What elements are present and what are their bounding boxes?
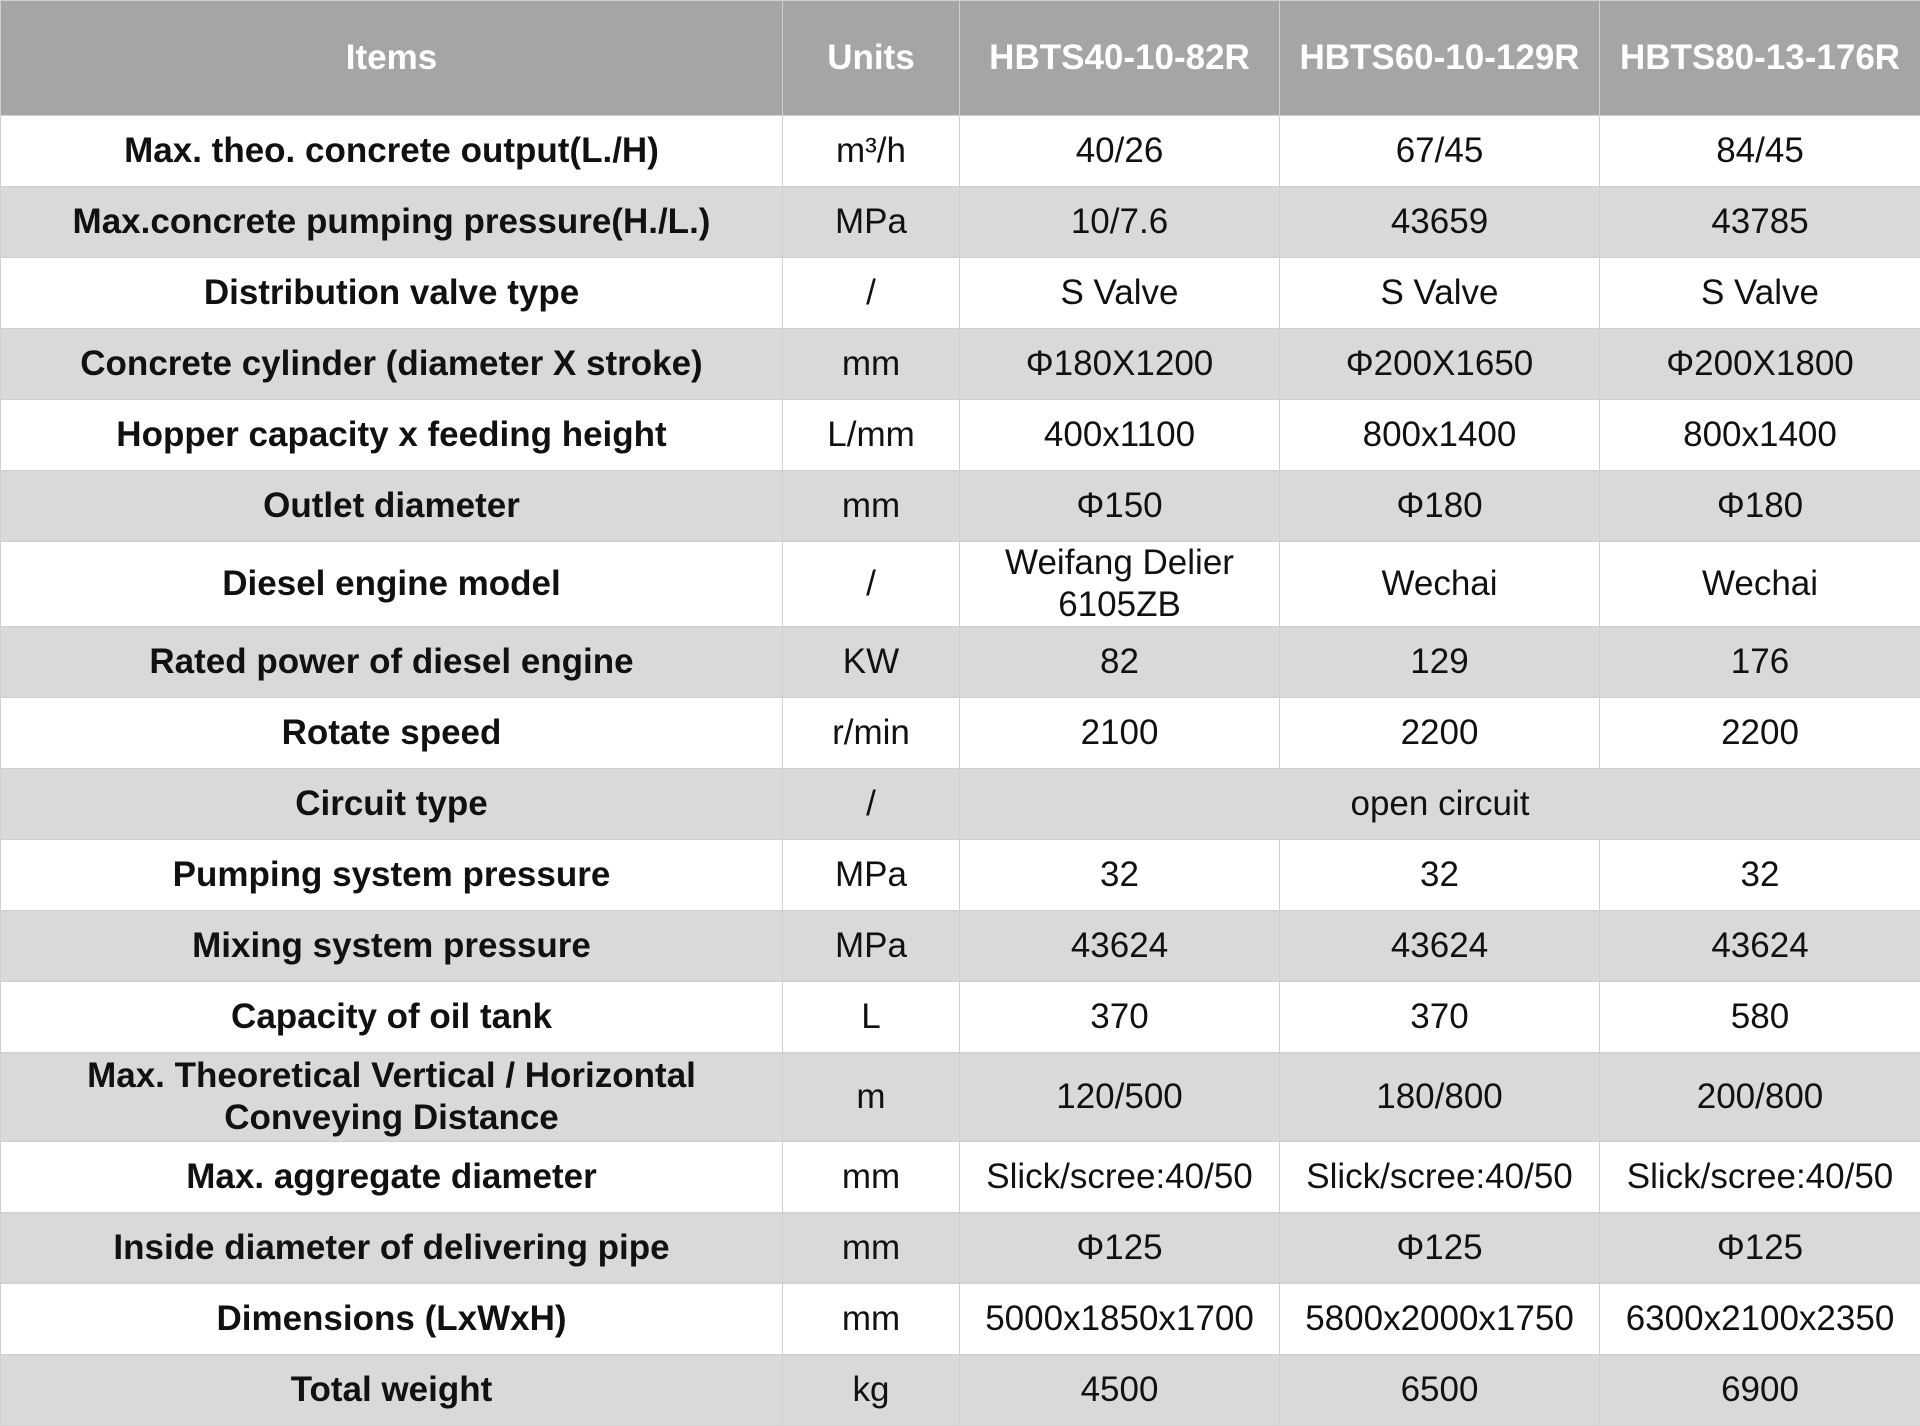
row-value-model-1: 40/26 [960, 116, 1280, 187]
header-items: Items [1, 1, 783, 116]
table-row [1, 542, 1920, 627]
row-unit: mm [783, 329, 960, 400]
row-value-model-1: 120/500 [960, 1053, 1280, 1142]
row-value-model-3: 43785 [1600, 187, 1920, 258]
row-unit: KW [783, 627, 960, 698]
row-value-model-3: 2200 [1600, 698, 1920, 769]
table-row [1, 627, 1920, 698]
row-unit: kg [783, 1355, 960, 1426]
row-value-model-1: 10/7.6 [960, 187, 1280, 258]
row-value-model-2: 370 [1280, 982, 1600, 1053]
row-value-model-1: S Valve [960, 258, 1280, 329]
row-value-model-3: Φ180 [1600, 471, 1920, 542]
row-unit: MPa [783, 911, 960, 982]
row-item-label: Concrete cylinder (diameter X stroke) [1, 329, 783, 400]
row-value-model-3: 800x1400 [1600, 400, 1920, 471]
header-model-2: HBTS60-10-129R [1280, 1, 1600, 116]
row-value-model-3: 176 [1600, 627, 1920, 698]
row-item-label: Total weight [1, 1355, 783, 1426]
header-units: Units [783, 1, 960, 116]
row-value-model-2: 180/800 [1280, 1053, 1600, 1142]
row-value-model-2: Φ180 [1280, 471, 1600, 542]
row-item-label: Distribution valve type [1, 258, 783, 329]
row-unit: / [783, 258, 960, 329]
row-item-label: Capacity of oil tank [1, 982, 783, 1053]
row-value-model-1: 4500 [960, 1355, 1280, 1426]
row-unit: L/mm [783, 400, 960, 471]
row-value-model-1: Slick/scree:40/50 [960, 1142, 1280, 1213]
row-item-label: Pumping system pressure [1, 840, 783, 911]
row-value-model-3: Wechai [1600, 542, 1920, 627]
row-item-label: Mixing system pressure [1, 911, 783, 982]
row-value-model-1: 400x1100 [960, 400, 1280, 471]
row-unit: m [783, 1053, 960, 1142]
header-row [1, 1, 1920, 116]
row-value-model-3: 6300x2100x2350 [1600, 1284, 1920, 1355]
row-unit: MPa [783, 840, 960, 911]
row-value-model-1: 370 [960, 982, 1280, 1053]
row-unit: / [783, 769, 960, 840]
row-value-model-1: Φ180X1200 [960, 329, 1280, 400]
table-row [1, 1355, 1920, 1426]
row-item-label: Outlet diameter [1, 471, 783, 542]
table-row [1, 840, 1920, 911]
row-value-model-1: 32 [960, 840, 1280, 911]
row-value-model-3: 32 [1600, 840, 1920, 911]
row-value-model-1: 82 [960, 627, 1280, 698]
table-header [1, 1, 1920, 116]
row-value-model-1: Φ150 [960, 471, 1280, 542]
row-value-model-3: 200/800 [1600, 1053, 1920, 1142]
table-row [1, 1142, 1920, 1213]
row-unit: / [783, 542, 960, 627]
row-unit: m³/h [783, 116, 960, 187]
row-item-label: Rotate speed [1, 698, 783, 769]
row-value-model-1: 43624 [960, 911, 1280, 982]
row-value-model-2: 67/45 [1280, 116, 1600, 187]
row-value-model-2: 43659 [1280, 187, 1600, 258]
row-value-merged: open circuit [960, 769, 1920, 840]
row-value-model-2: 6500 [1280, 1355, 1600, 1426]
row-value-model-1: 2100 [960, 698, 1280, 769]
row-item-label: Hopper capacity x feeding height [1, 400, 783, 471]
row-value-model-3: 6900 [1600, 1355, 1920, 1426]
row-unit: MPa [783, 187, 960, 258]
row-value-model-2: S Valve [1280, 258, 1600, 329]
row-value-model-2: Wechai [1280, 542, 1600, 627]
row-unit: L [783, 982, 960, 1053]
row-value-model-3: Φ200X1800 [1600, 329, 1920, 400]
table-row [1, 1053, 1920, 1142]
table-row [1, 471, 1920, 542]
row-value-model-1: Φ125 [960, 1213, 1280, 1284]
row-value-model-3: 84/45 [1600, 116, 1920, 187]
row-item-label: Rated power of diesel engine [1, 627, 783, 698]
table-row [1, 116, 1920, 187]
row-item-label: Inside diameter of delivering pipe [1, 1213, 783, 1284]
table-row [1, 400, 1920, 471]
row-value-model-2: Φ125 [1280, 1213, 1600, 1284]
row-item-label: Max. theo. concrete output(L./H) [1, 116, 783, 187]
row-value-model-2: 43624 [1280, 911, 1600, 982]
row-value-model-3: Φ125 [1600, 1213, 1920, 1284]
row-item-label: Max. Theoretical Vertical / Horizontal Conveying Distance [1, 1053, 783, 1142]
header-model-3: HBTS80-13-176R [1600, 1, 1920, 116]
row-unit: mm [783, 1142, 960, 1213]
row-value-model-2: 32 [1280, 840, 1600, 911]
row-value-model-2: Φ200X1650 [1280, 329, 1600, 400]
row-value-model-3: Slick/scree:40/50 [1600, 1142, 1920, 1213]
row-value-model-2: Slick/scree:40/50 [1280, 1142, 1600, 1213]
row-value-model-2: 129 [1280, 627, 1600, 698]
table-row [1, 911, 1920, 982]
row-unit: mm [783, 1213, 960, 1284]
row-item-label: Max. aggregate diameter [1, 1142, 783, 1213]
row-item-label: Circuit type [1, 769, 783, 840]
header-model-1: HBTS40-10-82R [960, 1, 1280, 116]
table-row [1, 187, 1920, 258]
row-value-model-2: 2200 [1280, 698, 1600, 769]
table-row [1, 329, 1920, 400]
table-row [1, 1284, 1920, 1355]
row-item-label: Dimensions (LxWxH) [1, 1284, 783, 1355]
row-value-model-1: 5000x1850x1700 [960, 1284, 1280, 1355]
table-row [1, 769, 1920, 840]
row-value-model-3: 580 [1600, 982, 1920, 1053]
row-item-label: Max.concrete pumping pressure(H./L.) [1, 187, 783, 258]
table-body [1, 116, 1920, 1426]
row-unit: mm [783, 471, 960, 542]
table-row [1, 1213, 1920, 1284]
row-item-label: Diesel engine model [1, 542, 783, 627]
row-value-model-1: Weifang Delier 6105ZB [960, 542, 1280, 627]
row-value-model-3: 43624 [1600, 911, 1920, 982]
row-unit: r/min [783, 698, 960, 769]
row-value-model-2: 5800x2000x1750 [1280, 1284, 1600, 1355]
row-value-model-2: 800x1400 [1280, 400, 1600, 471]
row-value-model-3: S Valve [1600, 258, 1920, 329]
table-row [1, 258, 1920, 329]
row-unit: mm [783, 1284, 960, 1355]
table-row [1, 982, 1920, 1053]
table-row [1, 698, 1920, 769]
